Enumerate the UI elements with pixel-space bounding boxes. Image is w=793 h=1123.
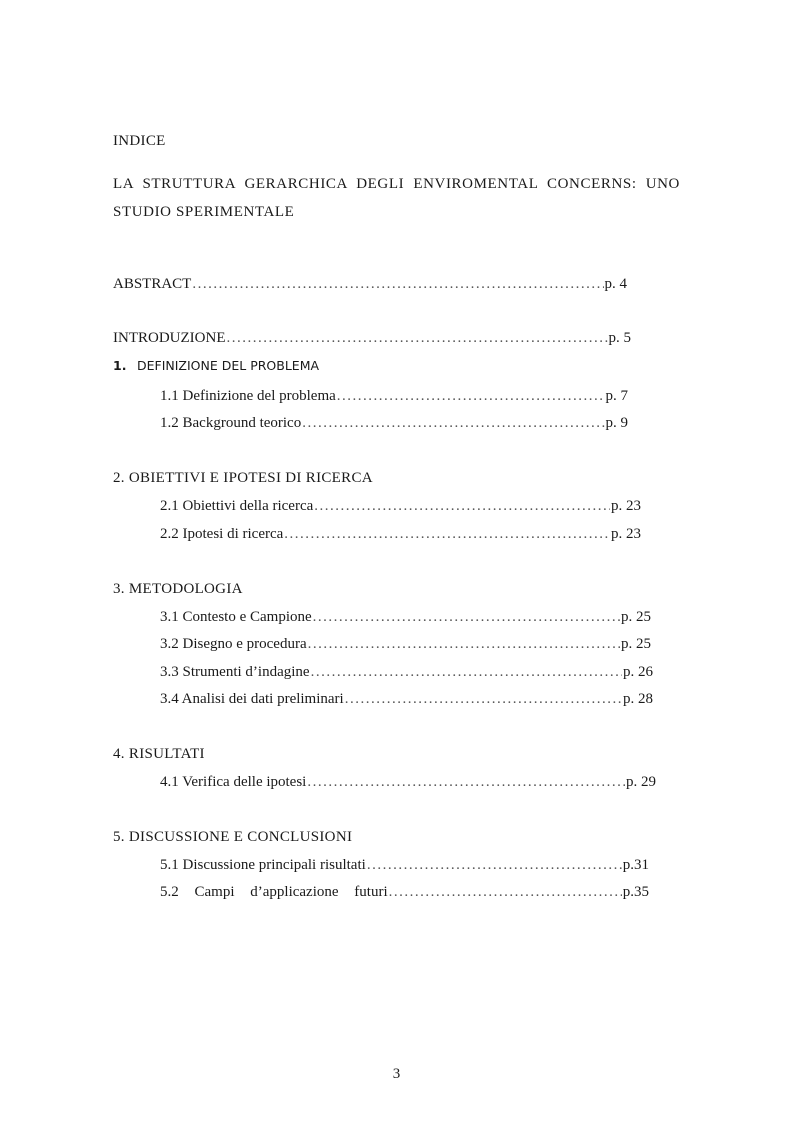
- dot-leader: [345, 691, 622, 708]
- thesis-title-line-2: STUDIO SPERIMENTALE: [113, 204, 295, 220]
- toc-entry-4-1[interactable]: [160, 774, 656, 791]
- toc-entry-label: INTRODUZIONE: [113, 330, 226, 346]
- toc-entry-label: 3.4 Analisi dei dati preliminari: [160, 691, 344, 707]
- toc-entry-page: p.35: [622, 884, 649, 900]
- toc-entry-3-1[interactable]: [160, 609, 651, 626]
- toc-entry-5-2[interactable]: [160, 884, 649, 901]
- dot-leader: [302, 415, 604, 432]
- toc-entry-3-2[interactable]: [160, 636, 651, 653]
- dot-leader: [337, 388, 605, 405]
- toc-entry-label: 2.2 Ipotesi di ricerca: [160, 526, 284, 542]
- toc-entry-page: p. 4: [604, 276, 627, 292]
- dot-leader: [284, 526, 610, 543]
- dot-leader: [311, 664, 622, 681]
- toc-entry-page: p. 25: [621, 609, 651, 625]
- toc-entry-1-1[interactable]: [160, 388, 628, 405]
- toc-entry-page: p.31: [622, 857, 649, 873]
- toc-chapter-5-heading[interactable]: 5. DISCUSSIONE E CONCLUSIONI: [113, 829, 353, 845]
- toc-entry-5-1[interactable]: [160, 857, 649, 874]
- toc-entry-1-2[interactable]: [160, 415, 628, 432]
- toc-entry-abstract[interactable]: [113, 276, 627, 293]
- dot-leader: [367, 857, 622, 874]
- toc-chapter-1-heading[interactable]: [113, 358, 319, 373]
- toc-entry-page: p. 29: [626, 774, 656, 790]
- toc-entry-label: 4.1 Verifica delle ipotesi: [160, 774, 307, 790]
- toc-entry-3-4[interactable]: [160, 691, 653, 708]
- toc-entry-label: 2.1 Obiettivi della ricerca: [160, 498, 314, 514]
- dot-leader: [314, 498, 610, 515]
- toc-entry-page: p. 26: [623, 664, 653, 680]
- toc-entry-label: 3.3 Strumenti d’indagine: [160, 664, 310, 680]
- page-number: 3: [392, 1066, 401, 1082]
- toc-entry-3-3[interactable]: [160, 664, 653, 681]
- dot-leader: [192, 276, 603, 293]
- toc-entry-label: 1.1 Definizione del problema: [160, 388, 336, 404]
- toc-chapter-4-heading[interactable]: 4. RISULTATI: [113, 746, 205, 762]
- dot-leader: [389, 884, 622, 901]
- toc-entry-introduzione[interactable]: [113, 330, 631, 347]
- toc-entry-label: 3.2 Disegno e procedura: [160, 636, 307, 652]
- toc-entry-label: ABSTRACT: [113, 276, 192, 292]
- toc-entry-label: 5.1 Discussione principali risultati: [160, 857, 366, 873]
- dot-leader: [308, 636, 620, 653]
- chapter-number: 1.: [113, 358, 127, 373]
- toc-entry-label: 5.2 Campi d’applicazione futuri: [160, 884, 388, 900]
- toc-entry-2-1[interactable]: [160, 498, 641, 515]
- toc-entry-page: p. 28: [623, 691, 653, 707]
- toc-entry-page: p. 25: [621, 636, 651, 652]
- toc-entry-2-2[interactable]: [160, 526, 641, 543]
- toc-entry-page: p. 23: [611, 498, 641, 514]
- toc-entry-page: p. 9: [605, 415, 628, 431]
- toc-chapter-2-heading[interactable]: 2. OBIETTIVI E IPOTESI DI RICERCA: [113, 470, 373, 486]
- index-heading: INDICE: [113, 133, 166, 149]
- dot-leader: [307, 774, 625, 791]
- toc-chapter-3-heading[interactable]: 3. METODOLOGIA: [113, 581, 243, 597]
- toc-entry-label: 1.2 Background teorico: [160, 415, 302, 431]
- dot-leader: [313, 609, 620, 626]
- toc-entry-page: p. 5: [608, 330, 631, 346]
- toc-entry-page: p. 23: [611, 526, 641, 542]
- dot-leader: [226, 330, 607, 347]
- toc-entry-page: p. 7: [605, 388, 628, 404]
- thesis-title-line-1: LA STRUTTURA GERARCHICA DEGLI ENVIROMENTAL CONCERNS: UNO: [113, 176, 680, 192]
- chapter-title: DEFINIZIONE DEL PROBLEMA: [137, 358, 320, 373]
- toc-entry-label: 3.1 Contesto e Campione: [160, 609, 312, 625]
